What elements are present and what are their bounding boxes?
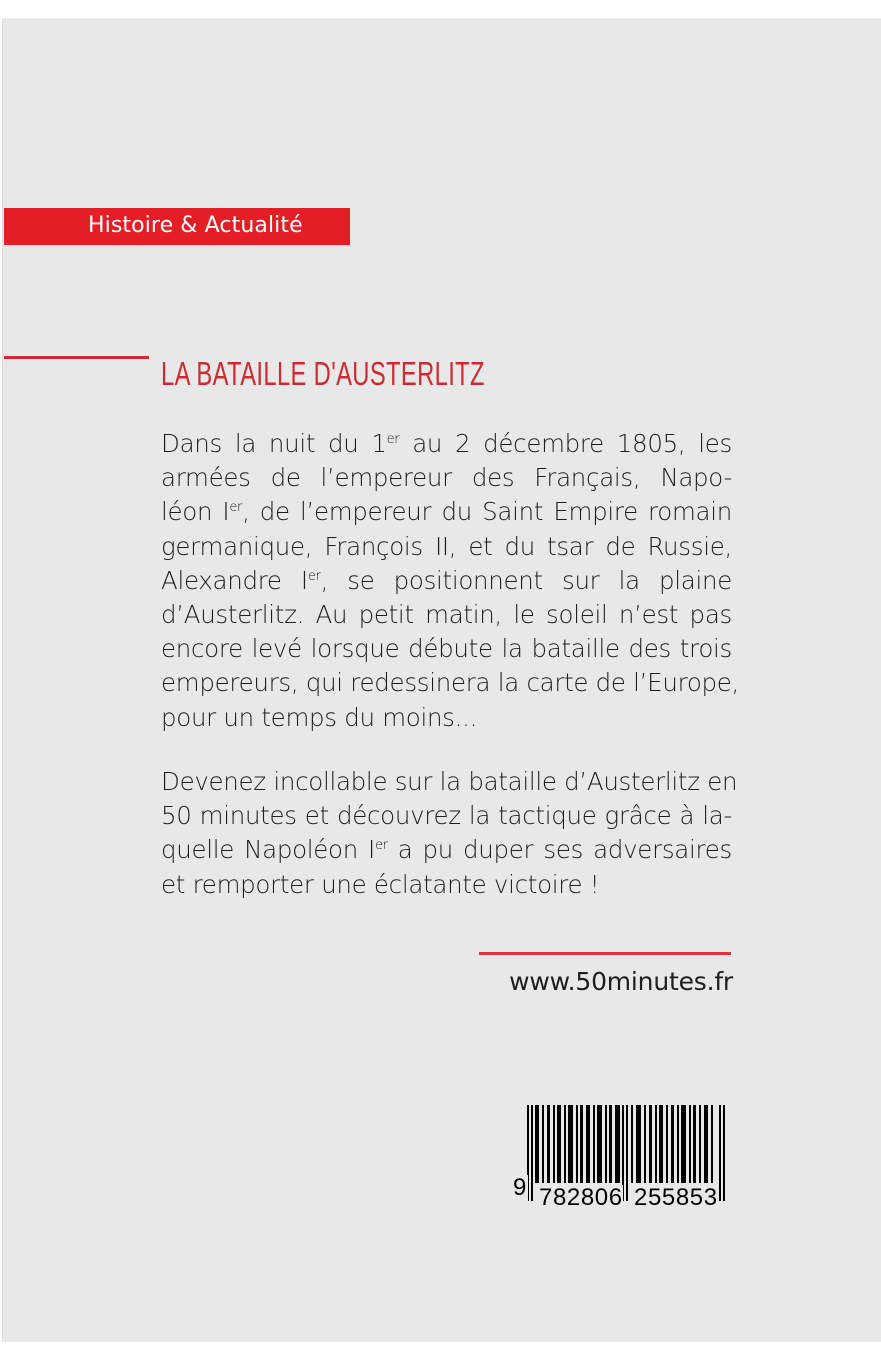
isbn-barcode xyxy=(513,1101,731,1213)
title-rule-divider xyxy=(4,356,149,359)
summary-line: germanique, François II, et du tsar de Russie, xyxy=(161,531,732,561)
summary-line: Dans la nuit du 1er au 2 décembre 1805, les xyxy=(161,429,732,458)
summary-line: empereurs, qui redessinera la carte de l’Europe, xyxy=(161,668,740,698)
summary-line: pour un temps du moins... xyxy=(161,702,478,732)
website-rule-divider xyxy=(479,952,731,955)
summary-line: quelle Napoléon Ier a pu duper ses adversaires xyxy=(161,835,732,865)
summary-line: Devenez incollable sur la bataille d’Austerlitz en xyxy=(161,767,738,796)
summary-paragraph-2 xyxy=(161,765,738,902)
summary-paragraph-1 xyxy=(161,427,740,735)
website-link[interactable]: www.50minutes.fr xyxy=(509,967,733,996)
summary-line: armées de l’empereur des Français, Napo- xyxy=(161,463,732,493)
barcode-first-digit: 9 xyxy=(513,1174,527,1201)
barcode-right-digits: 255853 xyxy=(634,1184,718,1211)
series-label: Histoire & Actualité xyxy=(88,213,303,238)
barcode-left-digits: 782806 xyxy=(539,1184,623,1211)
book-back-cover xyxy=(2,18,881,1342)
book-title: LA BATAILLE D'AUSTERLITZ xyxy=(161,355,485,392)
summary-line: Alexandre Ier, se positionnent sur la plaine xyxy=(161,565,732,595)
series-banner xyxy=(4,208,350,245)
summary-line: et remporter une éclatante victoire ! xyxy=(161,869,600,899)
summary-line: encore levé lorsque débute la bataille des trois xyxy=(161,634,732,664)
summary-line: léon Ier, de l’empereur du Saint Empire romain xyxy=(161,497,732,527)
summary-line: 50 minutes et découvrez la tactique grâce à la- xyxy=(161,801,732,831)
summary-line: d’Austerlitz. Au petit matin, le soleil n’est pas xyxy=(161,600,732,630)
